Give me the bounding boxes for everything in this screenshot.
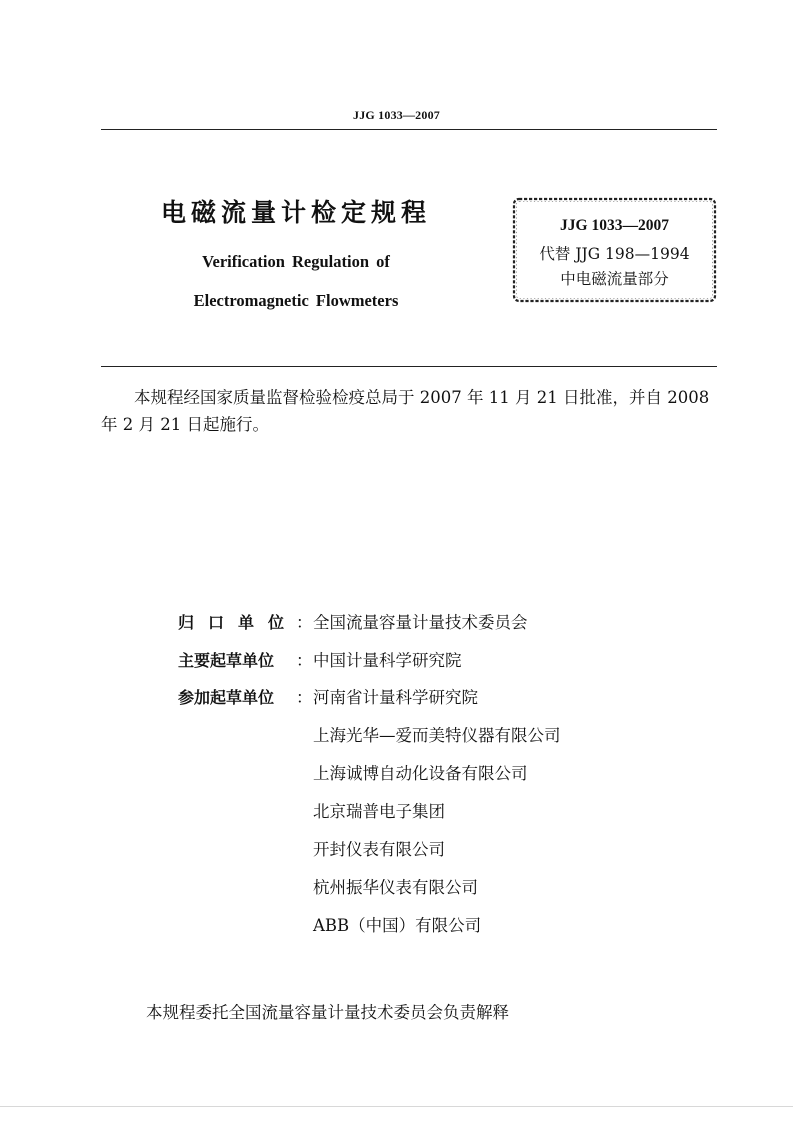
participating-unit-item: ABB（中国）有限公司 bbox=[313, 916, 482, 935]
responsible-unit-row bbox=[178, 609, 528, 633]
responsible-unit-label: 归口单位 bbox=[178, 613, 299, 632]
approval-statement: 本规程经国家质量监督检验检疫总局于 2007 年 11 月 21 日批准，并自 2008 年 2 月 21 日起施行。 bbox=[101, 388, 710, 434]
replaces-standard: 代替 JJG 198—1994 bbox=[539, 245, 690, 263]
interpretation-statement: 本规程委托全国流量容量计量技术委员会负责解释 bbox=[146, 1003, 509, 1022]
participating-drafting-units-label: 参加起草单位 bbox=[178, 688, 275, 707]
replaces-part: 中电磁流量部分 bbox=[560, 270, 669, 288]
participating-unit-item: 上海光华—爱而美特仪器有限公司 bbox=[313, 726, 561, 745]
participating-drafting-units-row bbox=[178, 684, 478, 708]
participating-unit-item: 河南省计量科学研究院 bbox=[313, 688, 478, 707]
label-colon: ： bbox=[296, 688, 313, 707]
responsible-unit-value: 全国流量容量计量技术委员会 bbox=[313, 613, 528, 632]
title-chinese: 电磁流量计检定规程 bbox=[160, 198, 431, 227]
participating-unit-item: 杭州振华仪表有限公司 bbox=[313, 878, 478, 897]
participating-unit-item: 上海诚博自动化设备有限公司 bbox=[313, 764, 528, 783]
title-english-line-2: Electromagnetic Flowmeters bbox=[193, 291, 399, 310]
participating-unit-item: 北京瑞普电子集团 bbox=[313, 802, 445, 821]
main-drafting-unit-row bbox=[178, 647, 462, 671]
header-standard-code: JJG 1033—2007 bbox=[353, 108, 440, 122]
label-colon: ： bbox=[296, 613, 313, 632]
page-bottom-edge bbox=[0, 1106, 793, 1107]
participating-unit-item: 开封仪表有限公司 bbox=[313, 840, 445, 859]
section-divider bbox=[101, 366, 717, 367]
header-divider bbox=[101, 129, 717, 130]
title-english-line-1: Verification Regulation of bbox=[202, 252, 390, 271]
main-drafting-unit-label: 主要起草单位 bbox=[178, 651, 275, 670]
standard-code: JJG 1033—2007 bbox=[560, 217, 669, 234]
label-colon: ： bbox=[296, 651, 313, 670]
main-drafting-unit-value: 中国计量科学研究院 bbox=[313, 651, 462, 670]
standard-code-box bbox=[511, 196, 718, 304]
